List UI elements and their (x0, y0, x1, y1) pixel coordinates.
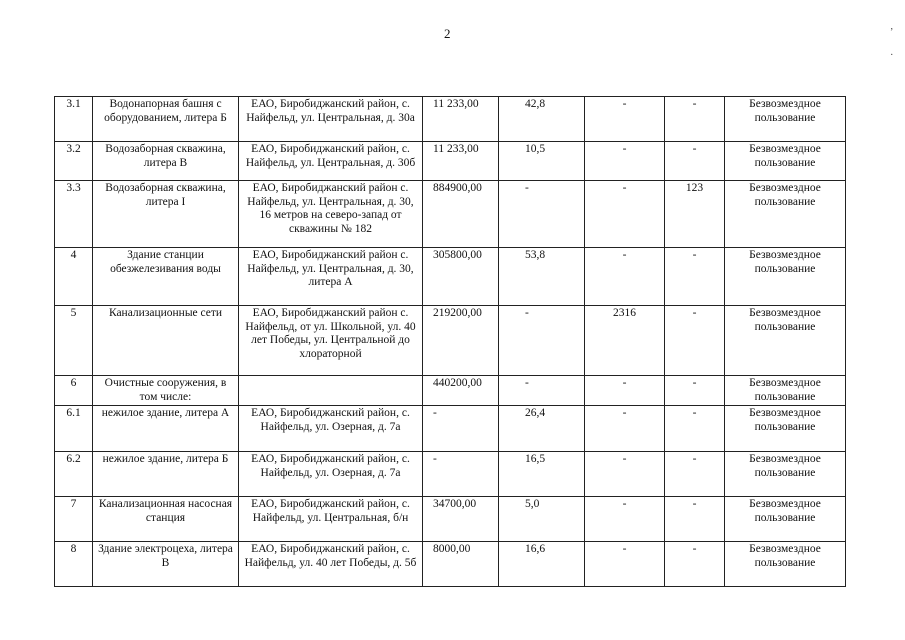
cell-name: Канализационные сети (93, 306, 239, 376)
cell-address: ЕАО, Биробиджанский район, с. Найфельд, ул. Центральная, д. 30б (239, 142, 423, 181)
cell-area: 10,5 (499, 142, 585, 181)
cell-name: Здание станции обезжелезивания воды (93, 248, 239, 306)
corner-marks (891, 14, 894, 66)
table-row (55, 306, 846, 376)
corner-mark: . (890, 47, 893, 58)
cell-depth: - (665, 452, 725, 497)
cell-basis: Безвозмездное пользование (725, 181, 846, 248)
cell-value: 440200,00 (423, 376, 499, 406)
cell-length: - (585, 248, 665, 306)
cell-length: - (585, 97, 665, 142)
table-row (55, 406, 846, 452)
cell-number: 4 (55, 248, 93, 306)
cell-length: - (585, 181, 665, 248)
cell-area: - (499, 376, 585, 406)
table-row (55, 97, 846, 142)
cell-length: - (585, 406, 665, 452)
cell-number: 6.2 (55, 452, 93, 497)
cell-area: - (499, 181, 585, 248)
cell-area: 26,4 (499, 406, 585, 452)
cell-name: нежилое здание, литера А (93, 406, 239, 452)
cell-name: нежилое здание, литера Б (93, 452, 239, 497)
cell-depth: - (665, 376, 725, 406)
cell-depth: - (665, 542, 725, 587)
table-row (55, 497, 846, 542)
cell-number: 6 (55, 376, 93, 406)
cell-length: - (585, 497, 665, 542)
cell-address: ЕАО, Биробиджанский район с. Найфельд, ул. Центральная, д. 30, литера А (239, 248, 423, 306)
cell-basis: Безвозмездное пользование (725, 497, 846, 542)
cell-length: - (585, 452, 665, 497)
cell-value: 11 233,00 (423, 142, 499, 181)
cell-value: 219200,00 (423, 306, 499, 376)
table-row (55, 248, 846, 306)
cell-number: 6.1 (55, 406, 93, 452)
cell-depth: - (665, 306, 725, 376)
cell-area: 5,0 (499, 497, 585, 542)
cell-address: ЕАО, Биробиджанский район с. Найфельд, от ул. Школьной, ул. 40 лет Победы, ул. Центральной до хлораторной (239, 306, 423, 376)
cell-depth: - (665, 406, 725, 452)
cell-value: 305800,00 (423, 248, 499, 306)
table-row (55, 452, 846, 497)
page-number: 2 (444, 26, 451, 41)
cell-depth: - (665, 248, 725, 306)
table-row (55, 542, 846, 587)
table-body (55, 97, 846, 587)
cell-depth: 123 (665, 181, 725, 248)
cell-area: 16,6 (499, 542, 585, 587)
cell-value: - (423, 406, 499, 452)
cell-name: Водонапорная башня с оборудованием, литера Б (93, 97, 239, 142)
cell-depth: - (665, 497, 725, 542)
cell-value: 34700,00 (423, 497, 499, 542)
cell-value: 884900,00 (423, 181, 499, 248)
cell-number: 7 (55, 497, 93, 542)
cell-basis: Безвозмездное пользование (725, 306, 846, 376)
cell-address (239, 376, 423, 406)
cell-area: 16,5 (499, 452, 585, 497)
cell-depth: - (665, 97, 725, 142)
cell-address: ЕАО, Биробиджанский район, с. Найфельд, ул. Центральная, б/н (239, 497, 423, 542)
cell-length: - (585, 376, 665, 406)
cell-length: 2316 (585, 306, 665, 376)
cell-length: - (585, 142, 665, 181)
table-row (55, 376, 846, 406)
cell-address: ЕАО, Биробиджанский район, с. Найфельд, ул. Центральная, д. 30а (239, 97, 423, 142)
cell-basis: Безвозмездное пользование (725, 376, 846, 406)
cell-address: ЕАО, Биробиджанский район, с. Найфельд, ул. 40 лет Победы, д. 5б (239, 542, 423, 587)
cell-value: 11 233,00 (423, 97, 499, 142)
cell-area: 53,8 (499, 248, 585, 306)
cell-number: 8 (55, 542, 93, 587)
cell-name: Водозаборная скважина, литера В (93, 142, 239, 181)
cell-address: ЕАО, Биробиджанский район, с. Найфельд, ул. Озерная, д. 7а (239, 452, 423, 497)
corner-mark: , (890, 21, 893, 32)
cell-basis: Безвозмездное пользование (725, 142, 846, 181)
cell-basis: Безвозмездное пользование (725, 452, 846, 497)
table-row (55, 142, 846, 181)
cell-depth: - (665, 142, 725, 181)
cell-area: - (499, 306, 585, 376)
cell-area: 42,8 (499, 97, 585, 142)
cell-name: Канализационная насосная станция (93, 497, 239, 542)
table-row (55, 181, 846, 248)
cell-basis: Безвозмездное пользование (725, 406, 846, 452)
cell-value: - (423, 452, 499, 497)
cell-name: Водозаборная скважина, литера I (93, 181, 239, 248)
cell-number: 3.2 (55, 142, 93, 181)
cell-basis: Безвозмездное пользование (725, 248, 846, 306)
cell-name: Очистные сооружения, в том числе: (93, 376, 239, 406)
cell-number: 3.1 (55, 97, 93, 142)
cell-number: 5 (55, 306, 93, 376)
property-table (54, 96, 846, 587)
cell-address: ЕАО, Биробиджанский район, с. Найфельд, ул. Озерная, д. 7а (239, 406, 423, 452)
cell-name: Здание электроцеха, литера В (93, 542, 239, 587)
cell-length: - (585, 542, 665, 587)
cell-address: ЕАО, Биробиджанский район с. Найфельд, ул. Центральная, д. 30, 16 метров на северо-запад от скважины № 182 (239, 181, 423, 248)
cell-basis: Безвозмездное пользование (725, 97, 846, 142)
cell-number: 3.3 (55, 181, 93, 248)
cell-basis: Безвозмездное пользование (725, 542, 846, 587)
cell-value: 8000,00 (423, 542, 499, 587)
